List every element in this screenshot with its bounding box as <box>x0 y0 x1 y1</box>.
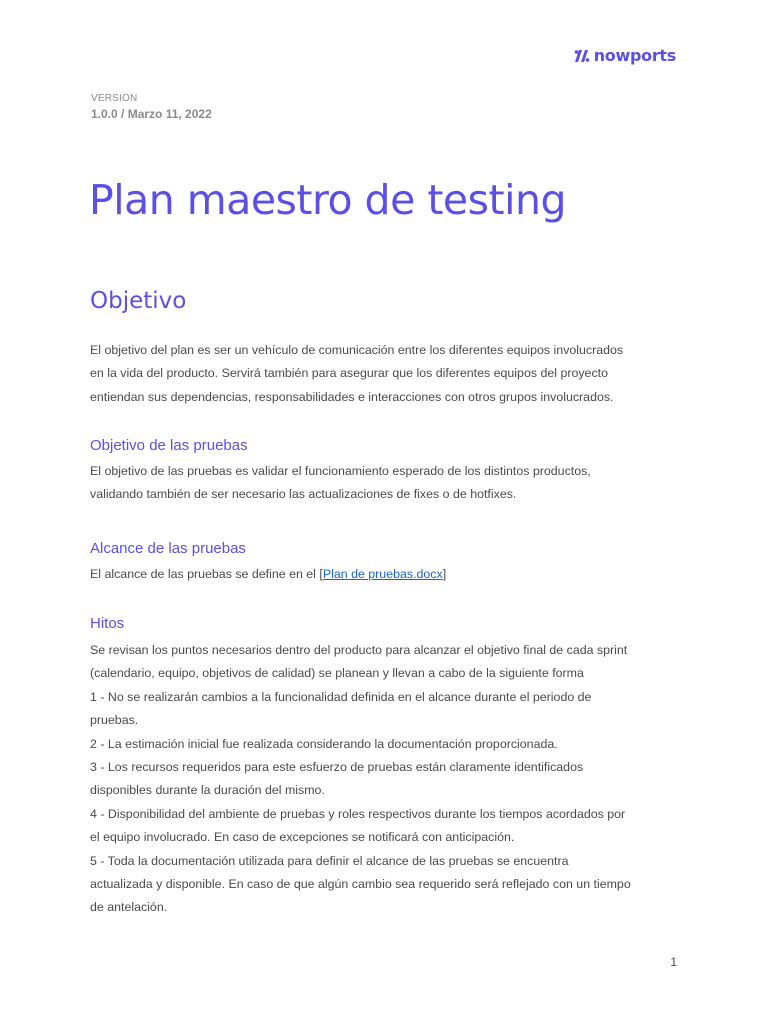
text-line: 4 - Disponibilidad del ambiente de pruebas y roles respectivos durante los tiempos acordados por <box>90 806 626 821</box>
text-line: Se revisan los puntos necesarios dentro del producto para alcanzar el objetivo final de cada sprint <box>90 643 628 657</box>
text-line: 1 - No se realizarán cambios a la funcionalidad definida en el alcance durante el periodo de <box>90 689 592 704</box>
text-line: 2 - La estimación inicial fue realizada considerando la documentación proporcionada. <box>90 736 558 751</box>
paragraph-hitos <box>90 639 690 920</box>
heading-alcance: Alcance de las pruebas <box>90 540 246 557</box>
logo-text: nowports <box>593 46 676 65</box>
paragraph-objetivo-pruebas <box>90 460 690 507</box>
text-line: de antelación. <box>90 900 168 915</box>
text-line: 5 - Toda la documentación utilizada para definir el alcance de las pruebas se encuentra <box>90 853 569 868</box>
text-line <box>90 563 690 586</box>
text-line: el equipo involucrado. En caso de excepciones se notificará con anticipación. <box>90 830 515 845</box>
heading-objetivo: Objetivo <box>90 288 187 314</box>
alcance-text-after: ] <box>442 567 447 581</box>
version-value: 1.0.0 / Marzo 11, 2022 <box>91 107 212 121</box>
text-line: El objetivo del plan es ser un vehículo de comunicación entre los diferentes equipos involucrados <box>90 343 624 357</box>
text-line: en la vida del producto. Servirá también para asegurar que los diferentes equipos del proyecto <box>90 366 608 381</box>
text-line: actualizada y disponible. En caso de que algún cambio sea requerido será reflejado con un tiempo <box>90 877 631 892</box>
paragraph-objetivo <box>90 339 690 409</box>
nowports-logo-icon <box>573 48 591 64</box>
heading-hitos: Hitos <box>90 615 125 632</box>
text-line: 3 - Los recursos requeridos para este esfuerzo de pruebas están claramente identificados <box>90 760 584 775</box>
heading-objetivo-pruebas: Objetivo de las pruebas <box>90 437 248 454</box>
text-line: validando también de ser necesario las actualizaciones de fixes o de hotfixes. <box>90 487 517 502</box>
version-label: VERSION <box>91 93 138 104</box>
text-line: (calendario, equipo, objetivos de calidad) se planean y llevan a cabo de la siguiente forma <box>90 666 584 681</box>
paragraph-alcance <box>90 563 690 586</box>
text-line: entiendan sus dependencias, responsabilidades e interacciones con otros grupos involucrados. <box>90 389 614 404</box>
plan-de-pruebas-link[interactable]: Plan de pruebas.docx <box>322 567 443 581</box>
text-line: El objetivo de las pruebas es validar el funcionamiento esperado de los distintos productos, <box>90 464 591 478</box>
nowports-logo <box>573 46 676 65</box>
page-number: 1 <box>670 955 677 969</box>
document-title: Plan maestro de testing <box>89 176 566 224</box>
alcance-text-before: El alcance de las pruebas se define en el [ <box>90 567 323 581</box>
text-line: disponibles durante la duración del mismo. <box>90 783 325 798</box>
text-line: pruebas. <box>90 713 139 728</box>
